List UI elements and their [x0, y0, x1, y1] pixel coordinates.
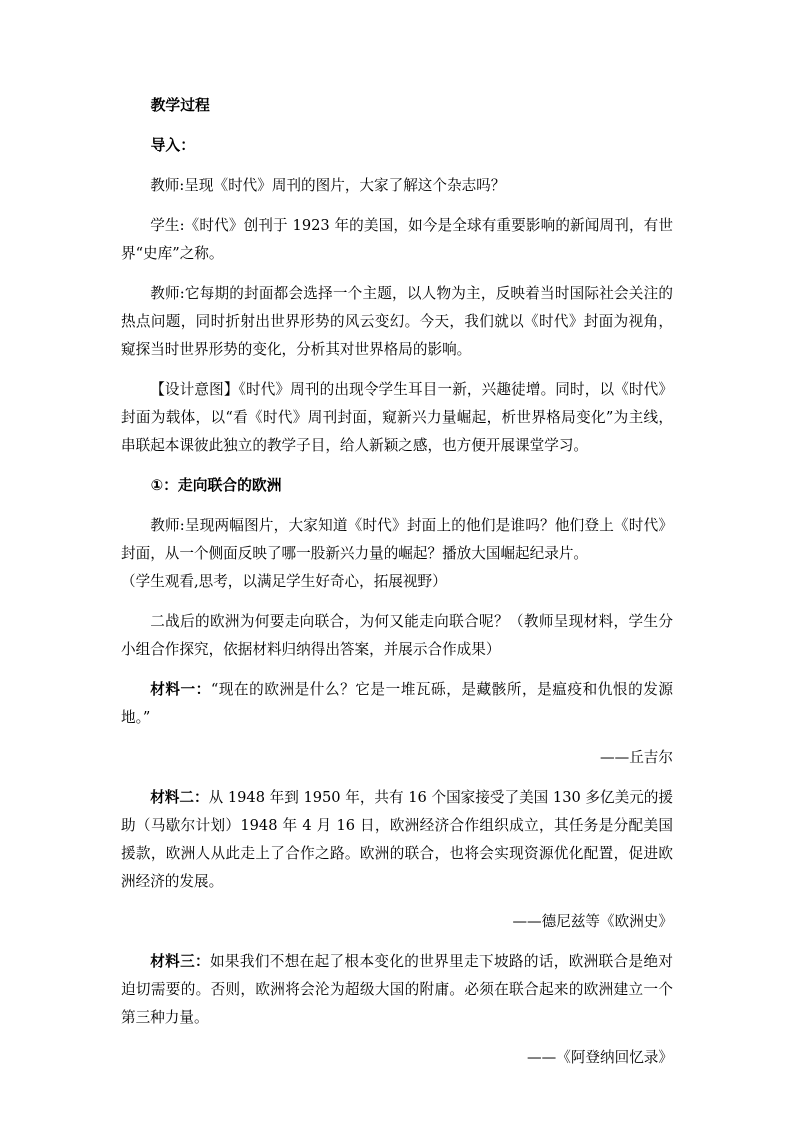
paragraph-student-note: （学生观看,思考，以满足学生好奇心，拓展视野） — [121, 573, 447, 590]
material-two-source: ——德尼兹等《欧洲史》 — [512, 913, 673, 930]
material-two — [121, 784, 673, 896]
teacher-images-text: 教师:呈现两幅图片，大家知道《时代》封面上的他们是谁吗？他们登上《时代》封面，从一个侧面反映了哪一股新兴力量的崛起？播放大国崛起纪录片。 — [121, 517, 673, 562]
page-title: 教学过程 — [150, 97, 210, 114]
paragraph-question: 二战后的欧洲为何要走向联合，为何又能走向联合呢？（教师呈现材料，学生分小组合作探究，依据材料归纳得出答案，并展示合作成果） — [121, 613, 673, 658]
material-one-text: “现在的欧洲是什么？它是一堆瓦砾，是藏骸所，是瘟疫和仇恨的发源地。” — [121, 681, 673, 726]
paragraph-design-intent — [121, 376, 673, 460]
material-two-text: 从 1948 年到 1950 年，共有 16 个国家接受了美国 130 多亿美元的援助（马歇尔计划）1948 年 4 月 16 日，欧洲经济合作组织成立，其任务是分配美国援款，欧洲人从此走上了合作之路。欧洲的联合，也将会实现资源优化配置，促进欧洲经济的发展。 — [121, 789, 673, 890]
design-intent-text: 《时代》周刊的出现令学生耳目一新，兴趣徒增。同时，以《时代》封面为载体，以“看《时代》周刊封面，窥新兴力量崛起，析世界格局变化”为主线，串联起本课彼此独立的教学子目，给人新颖之感，也方便开展课堂学习。 — [121, 381, 673, 454]
material-one — [121, 676, 673, 732]
material-one-source: ——丘吉尔 — [600, 749, 673, 766]
paragraph-student-answer: 学生:《时代》创刊于 1923 年的美国，如今是全球有重要影响的新闻周刊，有世界“史库”之称。 — [121, 217, 673, 262]
intro-heading: 导入： — [150, 137, 195, 154]
material-three — [121, 948, 673, 1032]
paragraph-teacher-images — [121, 512, 673, 568]
material-two-label: 材料二： — [150, 789, 209, 806]
design-intent-label: 【设计意图】 — [150, 381, 239, 398]
material-three-label: 材料三： — [150, 953, 210, 970]
material-three-source: ——《阿登纳回忆录》 — [527, 1049, 673, 1066]
paragraph-teacher-explain: 教师:它每期的封面都会选择一个主题，以人物为主，反映着当时国际社会关注的热点问题，同时折射出世界形势的风云变幻。今天，我们就以《时代》封面为视角，窥探当时世界形势的变化，分析其对世界格局的影响。 — [121, 285, 673, 358]
paragraph-teacher-intro: 教师:呈现《时代》周刊的图片，大家了解这个杂志吗？ — [150, 177, 506, 194]
material-one-label: 材料一： — [150, 681, 211, 698]
section-heading-europe: ①：走向联合的欧洲 — [150, 477, 282, 494]
document-page — [121, 92, 673, 1084]
material-three-text: 如果我们不想在起了根本变化的世界里走下坡路的话，欧洲联合是绝对迫切需要的。否则，欧洲将会沦为超级大国的附庸。必须在联合起来的欧洲建立一个第三种力量。 — [121, 953, 673, 1026]
